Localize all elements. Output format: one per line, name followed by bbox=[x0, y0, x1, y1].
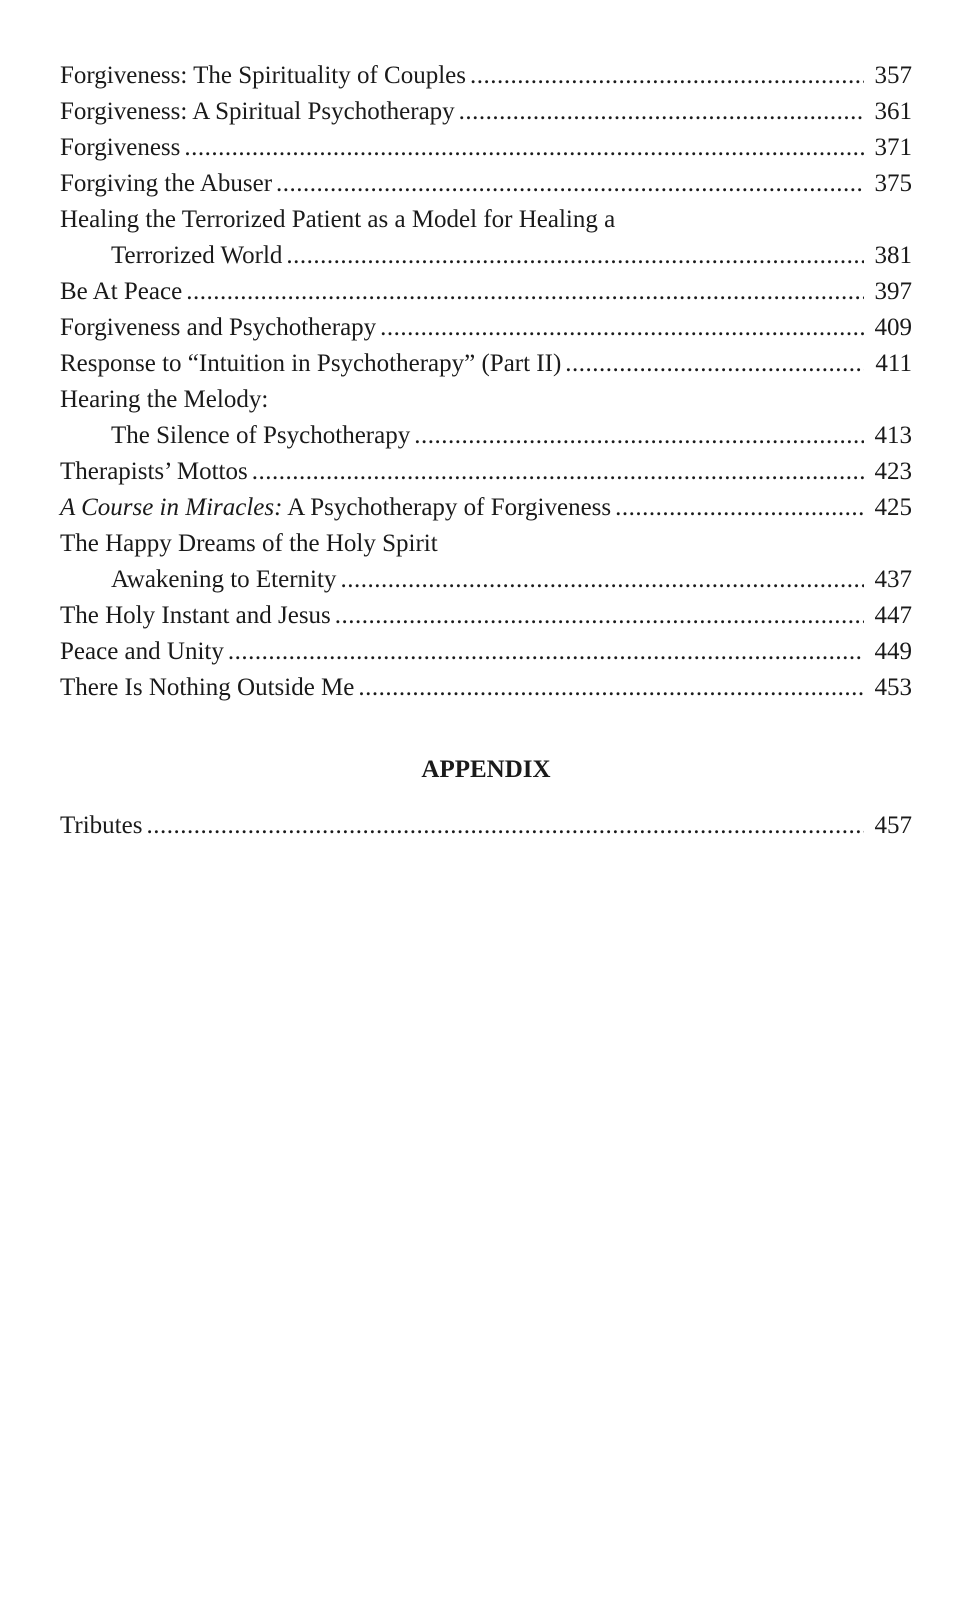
toc-entry-title-continued: Terrorized World bbox=[111, 242, 283, 269]
toc-entry bbox=[60, 454, 912, 490]
dot-leader bbox=[615, 490, 864, 526]
toc-entry-title: Forgiveness: The Spirituality of Couples bbox=[60, 62, 467, 89]
toc-entry-title-continued: Awakening to Eternity bbox=[111, 566, 337, 593]
toc-entry bbox=[60, 598, 912, 634]
appendix-list bbox=[60, 808, 912, 844]
dot-leader bbox=[565, 346, 864, 382]
toc-list bbox=[60, 58, 912, 706]
dot-leader bbox=[380, 310, 864, 346]
dot-leader bbox=[186, 274, 864, 310]
toc-entry bbox=[60, 670, 912, 706]
toc-entry-title: Tributes bbox=[60, 812, 143, 839]
toc-entry-title: Healing the Terrorized Patient as a Model for Healing a bbox=[60, 206, 616, 233]
toc-entry-page: 409 bbox=[874, 314, 912, 341]
toc-entry bbox=[60, 310, 912, 346]
dot-leader bbox=[470, 58, 864, 94]
toc-entry-title: Response to “Intuition in Psychotherapy” (Part II) bbox=[60, 350, 562, 377]
toc-entry-title: The Happy Dreams of the Holy Spirit bbox=[60, 530, 438, 557]
dot-leader bbox=[340, 562, 864, 598]
toc-entry-page: 449 bbox=[874, 638, 912, 665]
toc-entry-page: 437 bbox=[874, 566, 912, 593]
toc-entry-title: Forgiveness: A Spiritual Psychotherapy bbox=[60, 98, 455, 125]
toc-entry-page: 423 bbox=[874, 458, 912, 485]
toc-entry-page: 375 bbox=[874, 170, 912, 197]
dot-leader bbox=[146, 808, 864, 844]
toc-entry-title: Hearing the Melody: bbox=[60, 386, 269, 413]
dot-leader bbox=[414, 418, 864, 454]
toc-entry-title: Therapists’ Mottos bbox=[60, 458, 248, 485]
dot-leader bbox=[252, 454, 864, 490]
dot-leader bbox=[276, 166, 864, 202]
toc-entry-title bbox=[60, 490, 611, 526]
toc-entry-first-line bbox=[60, 382, 912, 418]
toc-entry-title: Peace and Unity bbox=[60, 638, 224, 665]
toc-entry-page: 411 bbox=[875, 350, 912, 377]
toc-entry-title: Forgiveness and Psychotherapy bbox=[60, 314, 377, 341]
toc-entry bbox=[60, 274, 912, 310]
dot-leader bbox=[358, 670, 864, 706]
book-title-italic: A Course in Miracles: bbox=[60, 494, 283, 521]
toc-entry bbox=[60, 490, 912, 526]
toc-entry-first-line bbox=[60, 526, 912, 562]
toc-entry-title: Forgiving the Abuser bbox=[60, 170, 273, 197]
toc-entry bbox=[60, 634, 912, 670]
toc-entry bbox=[60, 166, 912, 202]
dot-leader bbox=[184, 130, 864, 166]
toc-entry-first-line bbox=[60, 202, 912, 238]
toc-entry-page: 357 bbox=[874, 62, 912, 89]
toc-entry-page: 361 bbox=[874, 98, 912, 125]
toc-entry bbox=[60, 808, 912, 844]
toc-entry-page: 397 bbox=[874, 278, 912, 305]
toc-entry-title: There Is Nothing Outside Me bbox=[60, 674, 355, 701]
toc-entry-page: 457 bbox=[874, 812, 912, 839]
toc-entry-title: The Holy Instant and Jesus bbox=[60, 602, 331, 629]
toc-entry bbox=[60, 94, 912, 130]
toc-entry-page: 413 bbox=[874, 422, 912, 449]
toc-entry-title-continued: The Silence of Psychotherapy bbox=[111, 422, 411, 449]
toc-entry-continuation bbox=[60, 562, 912, 598]
toc-entry-page: 381 bbox=[874, 242, 912, 269]
dot-leader bbox=[286, 238, 864, 274]
toc-entry-title-rest: A Psychotherapy of Forgiveness bbox=[282, 494, 612, 521]
dot-leader bbox=[459, 94, 864, 130]
toc-entry-continuation bbox=[60, 418, 912, 454]
toc-entry bbox=[60, 346, 912, 382]
toc-entry bbox=[60, 58, 912, 94]
toc-entry bbox=[60, 130, 912, 166]
toc-entry-page: 425 bbox=[874, 494, 912, 521]
appendix-heading: APPENDIX bbox=[421, 756, 551, 783]
toc-entry-title: Be At Peace bbox=[60, 278, 183, 305]
toc-entry-title: Forgiveness bbox=[60, 134, 181, 161]
toc-entry-page: 453 bbox=[874, 674, 912, 701]
dot-leader bbox=[335, 598, 864, 634]
toc-page bbox=[60, 58, 912, 844]
toc-entry-page: 447 bbox=[874, 602, 912, 629]
dot-leader bbox=[228, 634, 864, 670]
toc-entry-continuation bbox=[60, 238, 912, 274]
toc-entry-page: 371 bbox=[874, 134, 912, 161]
